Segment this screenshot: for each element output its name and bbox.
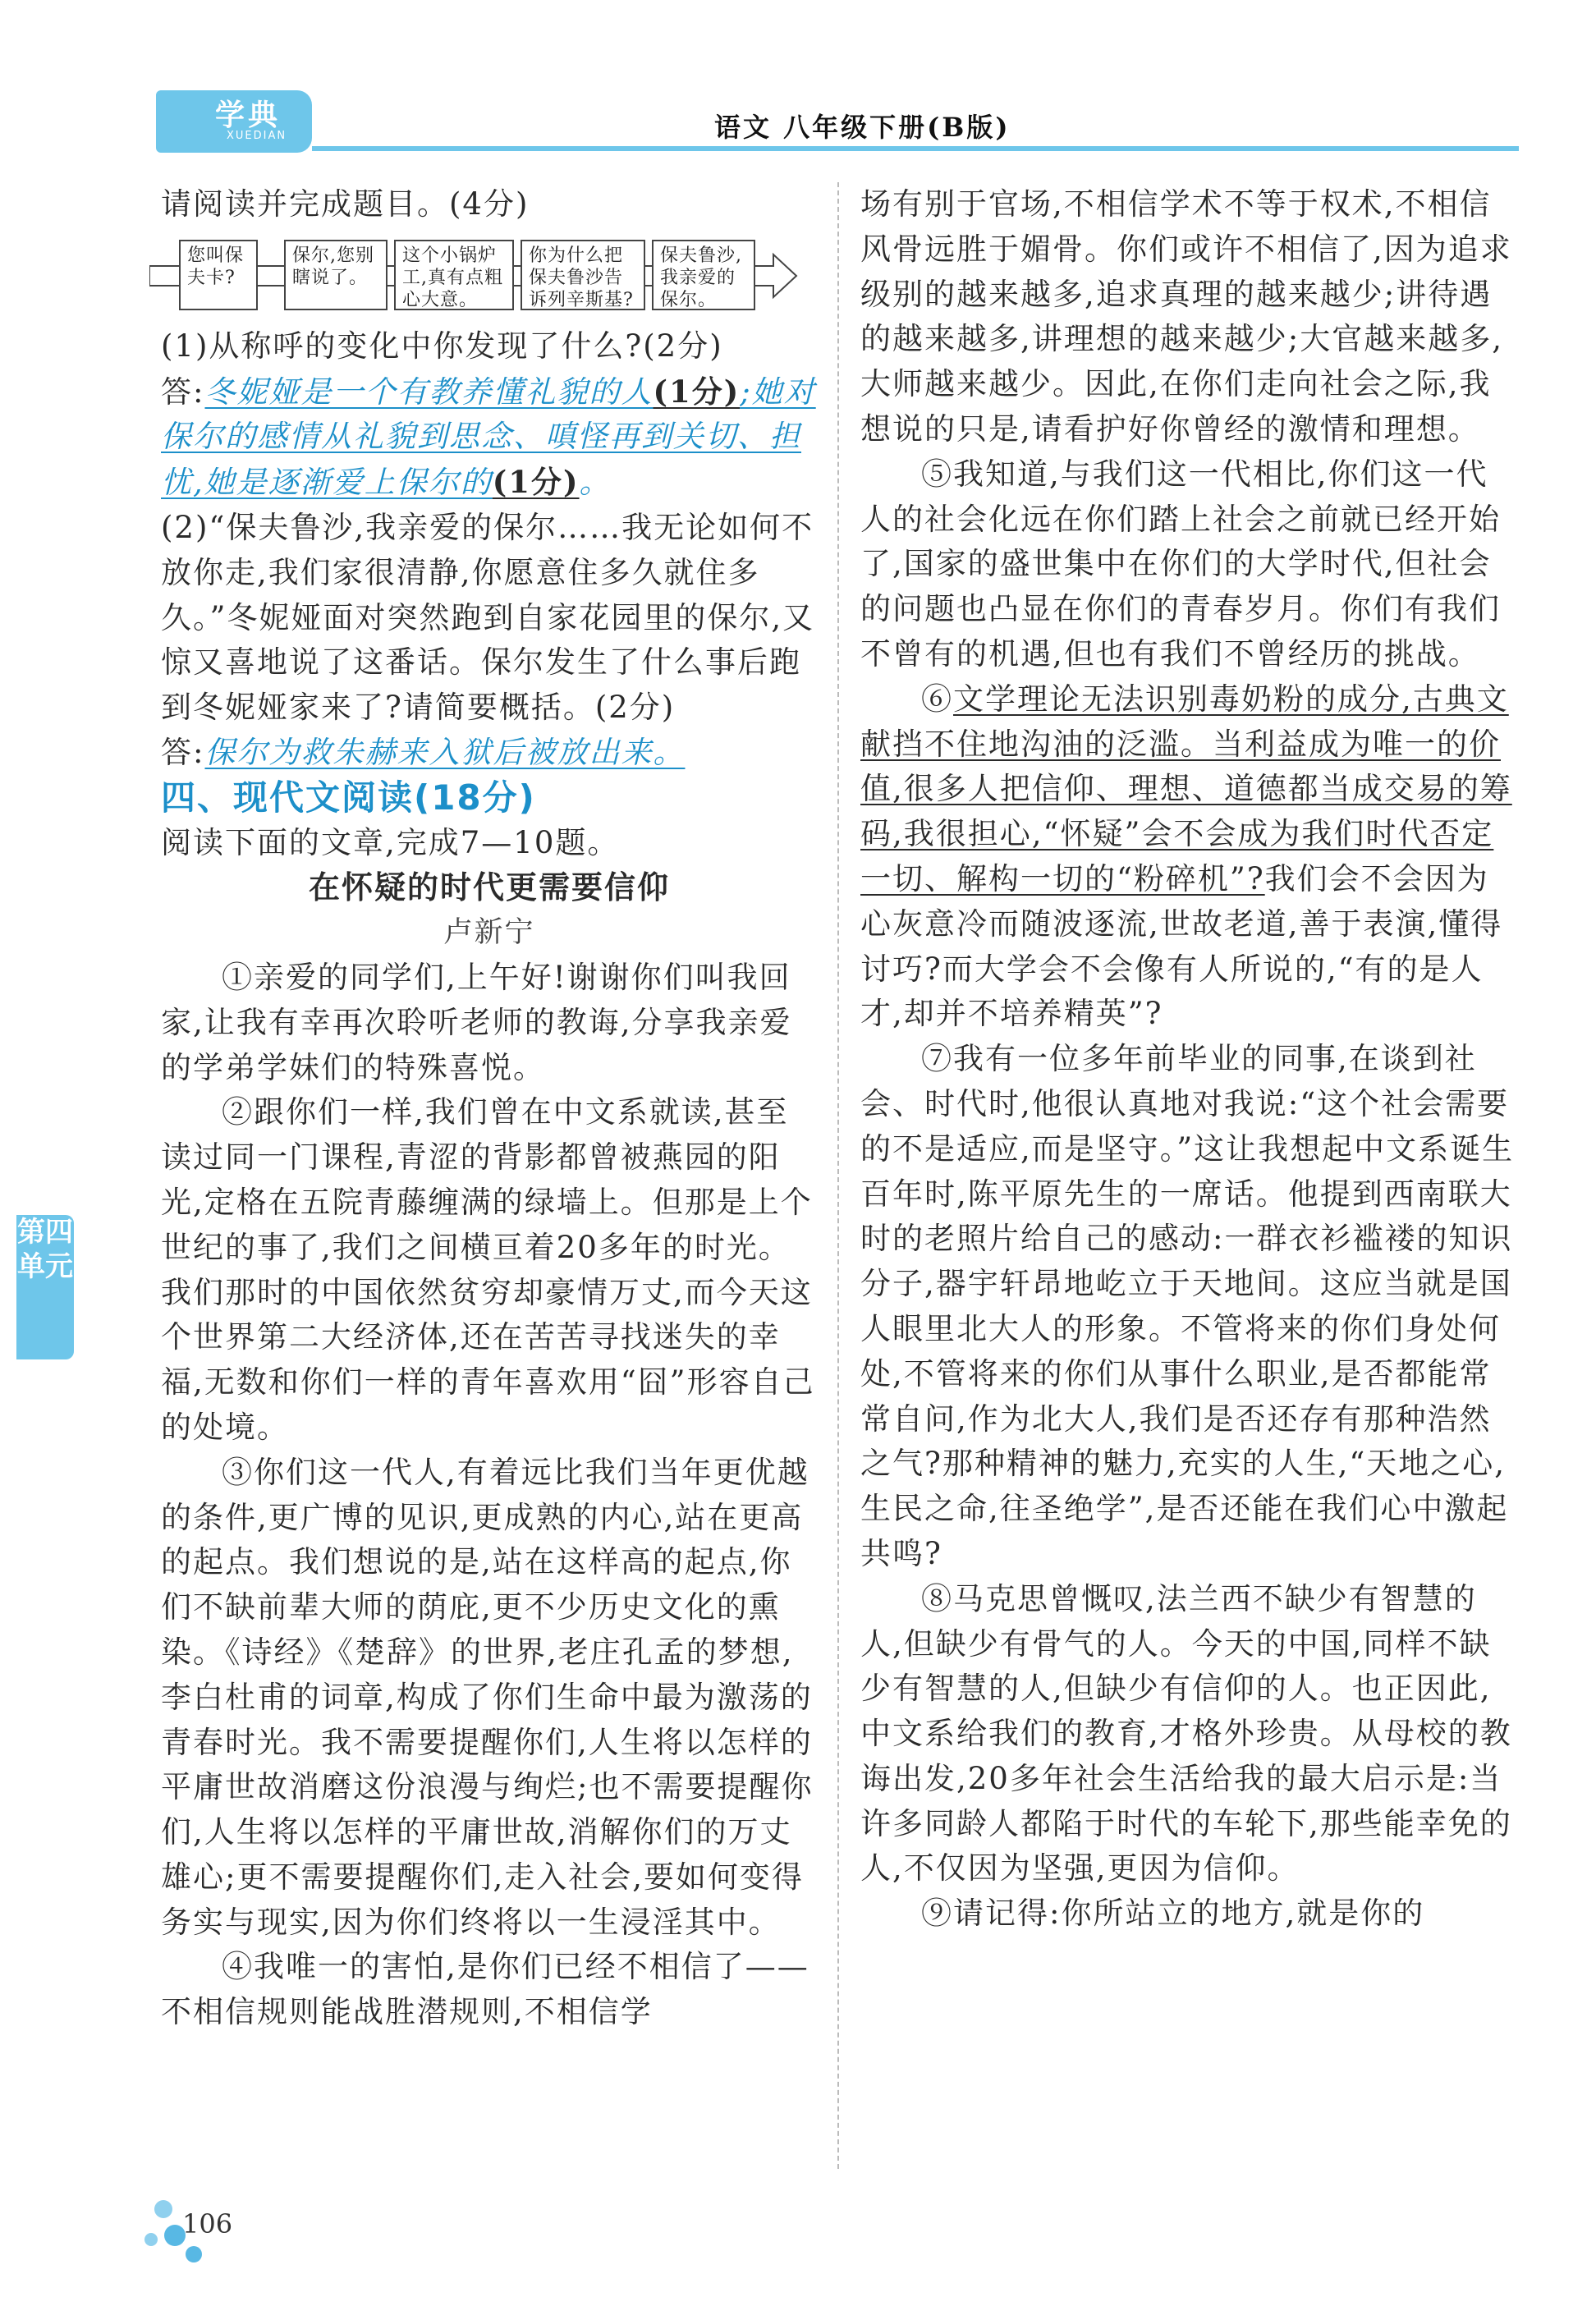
paragraph-5: ⑤我知道,与我们这一代相比,你们这一代人的社会化远在你们踏上社会之前就已经开始了,国家的盛世集中在你们的大学时代,但社会的问题也凸显在你们的青春岁月。你们有我们不曾有的机遇,但也有我们不曾经历的挑战。 — [860, 456, 1501, 672]
answer-label: 答: — [161, 374, 205, 410]
instruction: 阅读下面的文章,完成7—10题。 — [161, 824, 620, 860]
paragraph-4-continued: 场有别于官场,不相信学术不等于权术,不相信风骨远胜于媚骨。你们或许不相信了,因为追求级别的越来越多,追求真理的越来越少;讲待遇的越来越多,讲理想的越来越少;大官越来越多,大师越来越少。因此,在你们走向社会之际,我想说的只是,请看护好你曾经的激情和理想。 — [860, 186, 1512, 447]
paragraph-9: ⑨请记得:你所站立的地方,就是你的 — [921, 1896, 1425, 1932]
paragraph-6-underlined: 文学理论无法识别毒奶粉的成分,古典文献挡不住地沟油的泛滥。当利益成为唯一的价值,很多人把信仰、理想、道德都当成交易的筹码,我很担心,“怀疑”会不会成为我们时代否定一切、解构一切的“粉碎机”? — [860, 681, 1512, 896]
flow-box-1: 您叫保夫卡? — [179, 240, 258, 310]
answer-1-score-b: (1分) — [492, 464, 580, 501]
question-1: (1)从称呼的变化中你发现了什么?(2分) — [161, 328, 723, 364]
column-divider — [837, 182, 839, 2169]
header-rule — [312, 146, 1519, 151]
unit-side-tab — [16, 1215, 74, 1359]
paragraph-2: ②跟你们一样,我们曾在中文系就读,甚至读过同一门课程,青涩的背影都曾被燕园的阳光,定格在五院青藤缠满的绿墙上。但那是上个世纪的事了,我们之间横亘着20多年的时光。我们那时的中国依然贫穷却豪情万丈,而今天这个世界第二大经济体,还在苦苦寻找迷失的幸福,无数和你们一样的青年喜欢用“囧”形容自己的处境。 — [161, 1094, 815, 1445]
answer-1-part-a: 冬妮娅是一个有教养懂礼貌的人 — [204, 374, 654, 410]
answer-label: 答: — [161, 734, 205, 770]
page-number: 106 — [182, 2208, 233, 2240]
book-title: 语文 八年级下册(B版) — [714, 112, 1011, 143]
article-author: 卢新宁 — [443, 916, 535, 950]
article-title: 在怀疑的时代更需要信仰 — [308, 869, 670, 906]
paragraph-4: ④我唯一的害怕,是你们已经不相信了——不相信规则能战胜潜规则,不相信学 — [161, 1949, 809, 2030]
question-2: (2)“保夫鲁沙,我亲爱的保尔……我无论如何不放你走,我们家很清静,你愿意住多久就住多久。”冬妮娅面对突然跑到自家花园里的保尔,又惊又喜地说了这番话。保尔发生了什么事后跑到冬妮娅家来了?请简要概括。(2分) — [161, 509, 815, 726]
paragraph-3: ③你们这一代人,有着远比我们当年更优越的条件,更广博的见识,更成熟的内心,站在更高的起点。我们想说的是,站在这样高的起点,你们不缺前辈大师的荫庇,更不少历史文化的熏染。《诗经》《楚辞》的世界,老庄孔孟的梦想,李白杜甫的词章,构成了你们生命中最为激荡的青春时光。我不需要提醒你们,人生将以怎样的平庸世故消磨这份浪漫与绚烂;也不需要提醒你们,人生将以怎样的平庸世故,消解你们的万丈雄心;更不需要提醒你们,走入社会,要如何变得务实与现实,因为你们终将以一生浸淫其中。 — [161, 1454, 814, 1940]
logo-subtext: XUEDIAN — [227, 130, 287, 142]
address-flow-diagram — [149, 233, 798, 320]
paragraph-6-number: ⑥ — [921, 681, 953, 717]
unit-label: 第四单元 — [17, 1216, 73, 1283]
answer-1-part-b: ;她对保尔的感情从礼貌到思念、嗔怪再到关切、担忧,她是逐渐爱上保尔的 — [161, 374, 816, 501]
flow-box-4: 你为什么把保夫鲁沙告诉列辛斯基? — [521, 240, 645, 310]
paragraph-8: ⑧马克思曾慨叹,法兰西不缺少有智慧的人,但缺少有骨气的人。今天的中国,同样不缺少有智慧的人,但缺少有信仰的人。也正因此,中文系给我们的教育,才格外珍贵。从母校的教诲出发,20多年社会生活给我的最大启示是:当许多同龄人都陷于时代的车轮下,那些能幸免的人,不仅因为坚强,更因为信仰。 — [860, 1580, 1512, 1887]
paragraph-6 — [860, 677, 1519, 1037]
logo-text: 学典 — [215, 98, 282, 132]
section-heading: 四、现代文阅读(18分) — [161, 777, 536, 818]
flow-box-5: 保夫鲁沙,我亲爱的保尔。 — [652, 240, 755, 310]
paragraph-1: ①亲爱的同学们,上午好!谢谢你们叫我回家,让我有幸再次聆听老师的教诲,分享我亲爱的学弟学妹们的特殊喜悦。 — [161, 959, 792, 1085]
paragraph-6-rest: 我们会不会因为心灰意冷而随波逐流,世故老道,善于表演,懂得讨巧?而大学会不会像有人所说的,“有的是人才,却并不培养精英”? — [860, 860, 1503, 1032]
decor-dot — [186, 2246, 202, 2262]
answer-2-text: 保尔为救朱赫来入狱后被放出来。 — [204, 734, 686, 770]
flow-box-3: 这个小锅炉工,真有点粗心大意。 — [394, 240, 514, 310]
decor-dot — [144, 2233, 158, 2246]
decor-dot — [154, 2200, 172, 2218]
answer-1 — [161, 369, 818, 506]
answer-2 — [161, 731, 818, 776]
question-prompt: 请阅读并完成题目。(4分) — [161, 186, 530, 222]
right-column — [860, 182, 1519, 1937]
flow-box-2: 保尔,您别瞎说了。 — [284, 240, 388, 310]
answer-1-end: 。 — [579, 465, 612, 501]
paragraph-7: ⑦我有一位多年前毕业的同事,在谈到社会、时代时,他很认真地对我说:“这个社会需要的不是适应,而是坚守。”这让我想起中文系诞生百年时,陈平原先生的一席话。他提到西南联大时的老照片给自己的感动:一群衣衫褴褛的知识分子,器宇轩昂地屹立于天地间。这应当就是国人眼里北大人的形象。不管将来的你们身处何处,不管将来的你们从事什么职业,是否都能常常自问,作为北大人,我们是否还存有那种浩然之气?那种精神的魅力,充实的人生,“天地之心,生民之命,往圣绝学”,是否还能在我们心中激起共鸣? — [860, 1041, 1515, 1571]
answer-1-score-a: (1分) — [653, 373, 741, 410]
left-column — [161, 182, 818, 2035]
